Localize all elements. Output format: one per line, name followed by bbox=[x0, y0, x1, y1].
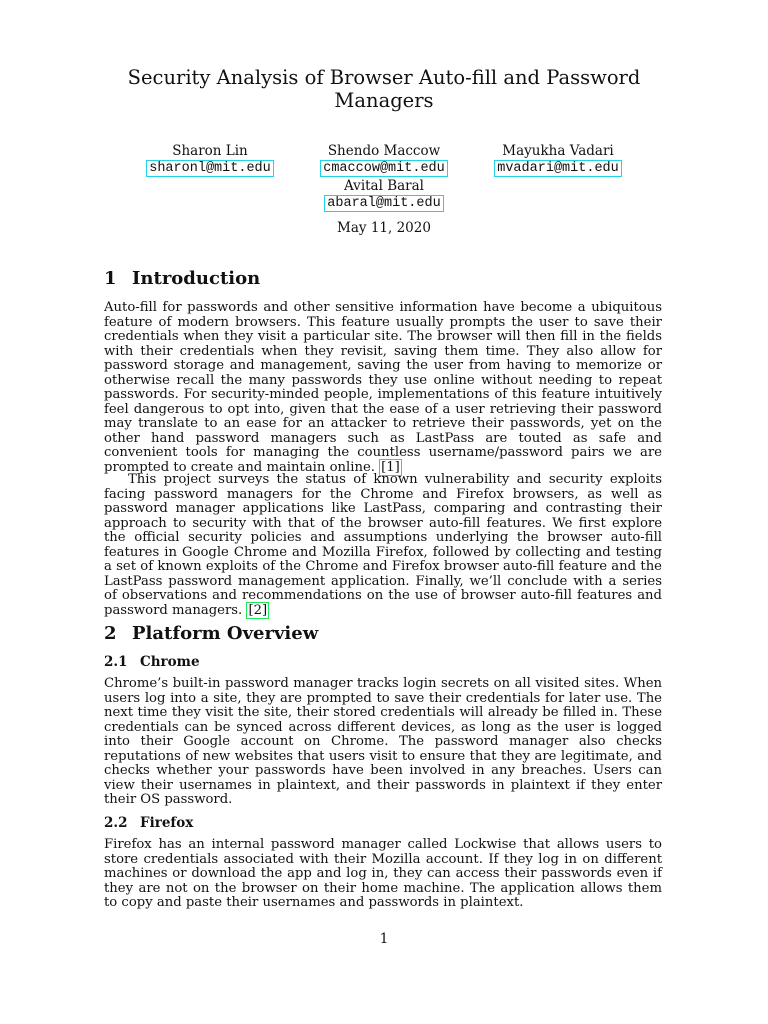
page-number: 1 bbox=[379, 931, 389, 947]
paper-date: May 11, 2020 bbox=[337, 220, 431, 236]
intro-paragraph-1 bbox=[104, 301, 662, 476]
paper-title: Security Analysis of Browser Auto-fill and Password Managers bbox=[127, 66, 641, 112]
paragraph-text: Auto-fill for passwords and other sensitive information have become a ubiquitous feature of modern browsers. This feature usually prompts the user to save their credentials when they visit a particular site. The browser will then fill in the fields with their credentials when they revisit, saving them time. They also allow for password storage and management, saving the user from having to memorize or otherwise recall the many passwords they use online without needing to repeat passwords. For security-minded people, implementations of this feature intuitively feel dangerous to opt into, given that the ease of a user retrieving their password may translate to an ease for an attacker to retrieve their passwords, yet on the other hand password managers such as LastPass are touted as safe and convenient tools for managing the countless username/password pairs we are prompted to create and maintain online. bbox=[104, 300, 662, 476]
section-heading-platform-overview bbox=[104, 623, 318, 644]
author-block bbox=[478, 143, 638, 177]
citation-link[interactable]: [2] bbox=[248, 602, 268, 618]
author-name: Sharon Lin bbox=[172, 143, 248, 159]
chrome-paragraph bbox=[104, 677, 662, 808]
author-block bbox=[304, 178, 464, 212]
section-title: Platform Overview bbox=[132, 623, 319, 644]
author-email-link[interactable]: abaral@mit.edu bbox=[324, 195, 443, 212]
paragraph-text: This project surveys the status of known vulnerability and security exploits facing password managers for the Chrome and Firefox browsers, as well as password manager applications like LastPass, comparing and contrasting their approach to security with that of the browser auto-fill features. We first explore the official security policies and assumptions underlying the browser auto-fill features in Google Chrome and Mozilla Firefox, followed by collecting and testing a set of known exploits of the Chrome and Firefox browser auto-fill feature and the LastPass password management application. Finally, we’ll conclude with a series of observations and recommendations on the use of browser auto-fill features and password managers. bbox=[104, 472, 662, 618]
citation-link[interactable]: [1] bbox=[381, 460, 400, 476]
author-email-link[interactable]: cmaccow@mit.edu bbox=[320, 160, 448, 177]
subsection-number: 2.2 bbox=[104, 815, 128, 831]
subsection-title: Chrome bbox=[140, 654, 200, 670]
section-number: 1 bbox=[104, 268, 117, 289]
author-name: Avital Baral bbox=[343, 178, 425, 194]
firefox-paragraph bbox=[104, 838, 662, 911]
subsection-heading-chrome bbox=[104, 654, 200, 670]
section-heading-introduction bbox=[104, 268, 260, 289]
author-block bbox=[304, 143, 464, 177]
author-block bbox=[130, 143, 290, 177]
intro-paragraph-2 bbox=[104, 473, 662, 618]
author-email-link[interactable]: sharonl@mit.edu bbox=[146, 160, 274, 177]
subsection-number: 2.1 bbox=[104, 654, 128, 670]
paragraph-text: Chrome’s built-in password manager tracks login secrets on all visited sites. When users log into a site, they are prompted to save their credentials for later use. The next time they visit the site, their stored credentials will already be filled in. These credentials can be synced across different devices, as long as the user is logged into their Google account on Chrome. The password manager also checks reputations of new websites that users visit to ensure that they are legitimate, and checks whether your passwords have been involved in any breaches. Users can view their usernames in plaintext, and their passwords in plaintext if they enter their OS password. bbox=[104, 676, 662, 808]
author-name: Mayukha Vadari bbox=[502, 143, 614, 159]
subsection-title: Firefox bbox=[140, 815, 194, 831]
section-title: Introduction bbox=[132, 268, 261, 289]
author-name: Shendo Maccow bbox=[327, 143, 441, 159]
subsection-heading-firefox bbox=[104, 815, 193, 831]
author-email-link[interactable]: mvadari@mit.edu bbox=[494, 160, 622, 177]
section-number: 2 bbox=[104, 623, 117, 644]
paragraph-text: Firefox has an internal password manager called Lockwise that allows users to store credentials associated with their Mozilla account. If they log in on different machines or download the app and log in, they can access their passwords even if they are not on the browser on their home machine. The application allows them to copy and paste their usernames and passwords in plaintext. bbox=[104, 837, 662, 911]
